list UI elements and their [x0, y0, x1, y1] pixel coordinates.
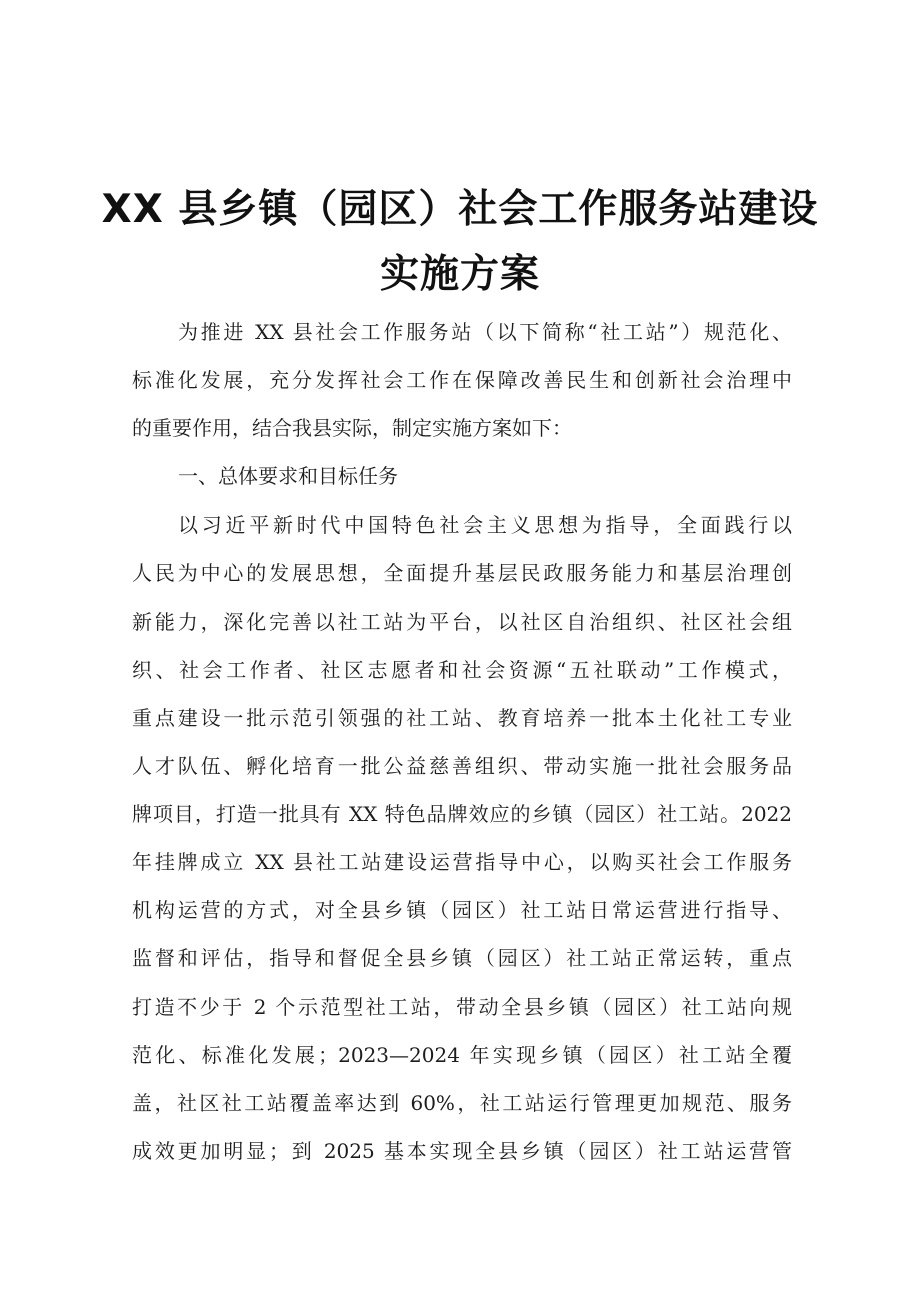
body-line-2: 人民为中心的发展思想，全面提升基层民政服务能力和基层治理创 — [132, 561, 792, 585]
intro-line-3: 的重要作用，结合我县实际，制定实施方案如下： — [132, 416, 572, 440]
body-line-5: 重点建设一批示范引领强的社工站、教育培养一批本土化社工专业 — [132, 706, 792, 730]
document-title-line-1: XX 县乡镇（园区）社会工作服务站建设 — [101, 187, 819, 232]
body-line-13: 盖，社区社工站覆盖率达到 60%，社工站运行管理更加规范、服务 — [132, 1091, 792, 1115]
body-line-12: 范化、标准化发展；2023—2024 年实现乡镇（园区）社工站全覆 — [132, 1043, 792, 1067]
body-line-14: 成效更加明显；到 2025 基本实现全县乡镇（园区）社工站运营管 — [132, 1139, 792, 1163]
intro-line-1: 为推进 XX 县社会工作服务站（以下简称“社工站”）规范化、 — [178, 320, 792, 344]
intro-line-2: 标准化发展，充分发挥社会工作在保障改善民生和创新社会治理中 — [132, 368, 792, 392]
body-line-9: 机构运营的方式，对全县乡镇（园区）社工站日常运营进行指导、 — [132, 898, 792, 922]
body-line-7: 牌项目，打造一批具有 XX 特色品牌效应的乡镇（园区）社工站。2022 — [132, 802, 792, 826]
document-title-line-2: 实施方案 — [379, 252, 540, 297]
body-line-11: 打造不少于 2 个示范型社工站，带动全县乡镇（园区）社工站向规 — [132, 995, 792, 1019]
body-line-8: 年挂牌成立 XX 县社工站建设运营指导中心，以购买社会工作服务 — [132, 850, 792, 874]
body-line-6: 人才队伍、孵化培育一批公益慈善组织、带动实施一批社会服务品 — [132, 754, 792, 778]
body-line-4: 织、社会工作者、社区志愿者和社会资源“五社联动”工作模式， — [132, 658, 792, 682]
section-heading-1: 一、总体要求和目标任务 — [178, 464, 398, 488]
body-line-1: 以习近平新时代中国特色社会主义思想为指导，全面践行以 — [178, 513, 792, 537]
body-line-10: 监督和评估，指导和督促全县乡镇（园区）社工站正常运转，重点 — [132, 946, 792, 970]
body-line-3: 新能力，深化完善以社工站为平台，以社区自治组织、社区社会组 — [132, 610, 792, 634]
